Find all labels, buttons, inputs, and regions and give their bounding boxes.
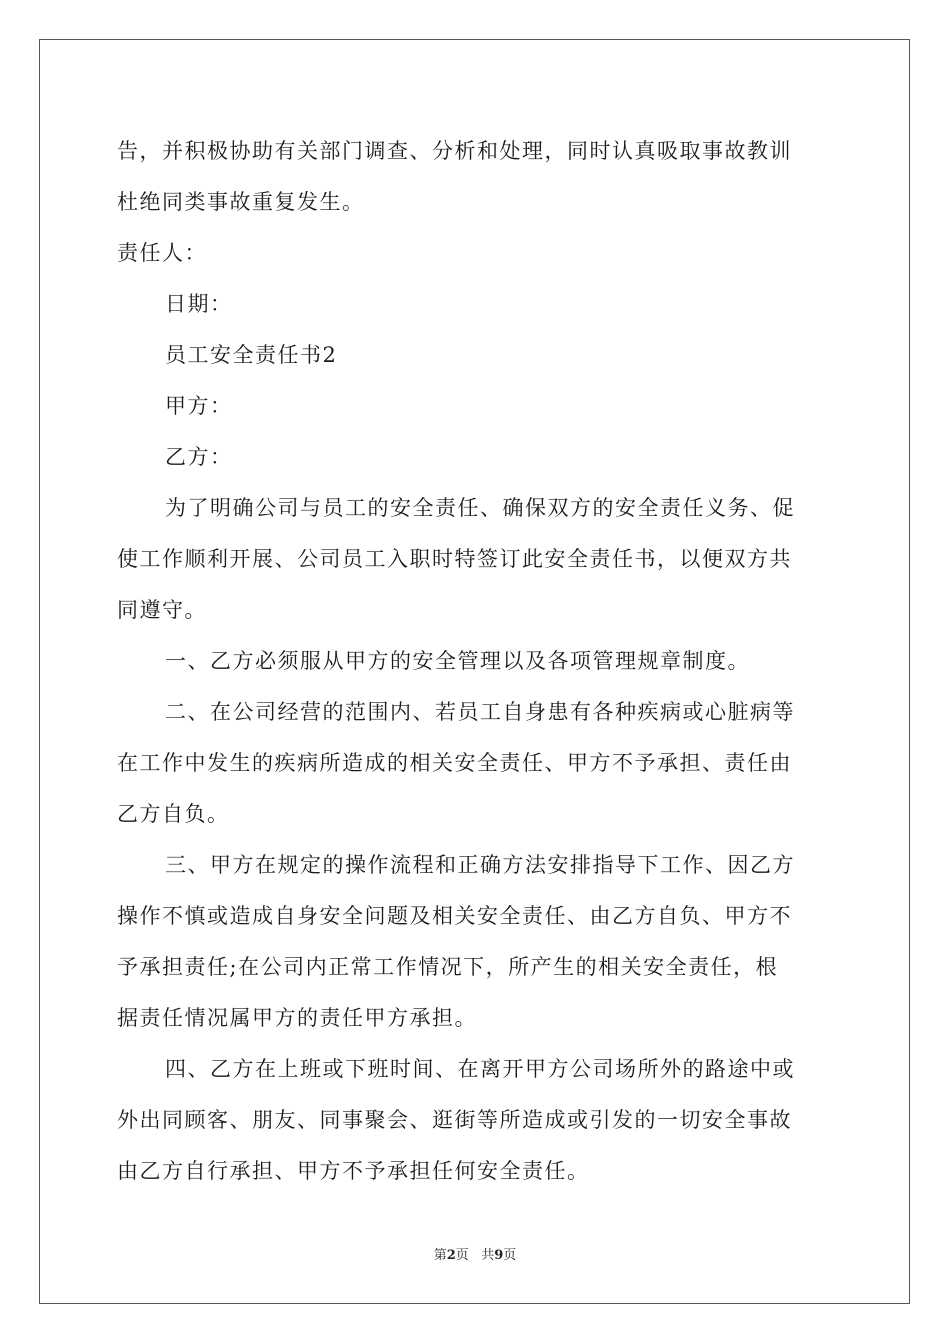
document-body xyxy=(117,126,835,1197)
page-prefix: 第 xyxy=(433,1248,447,1263)
clause-1: 一、乙方必须服从甲方的安全管理以及各项管理规章制度。 xyxy=(165,649,750,673)
page-footer xyxy=(0,1244,950,1263)
clause-4: 四、乙方在上班或下班时间、在离开甲方公司场所外的路途中或 xyxy=(165,1057,795,1081)
body-line: 在工作中发生的疾病所造成的相关安全责任、甲方不予承担、责任由 xyxy=(117,751,792,775)
party-a-label: 甲方： xyxy=(165,394,233,418)
body-line: 操作不慎或造成自身安全问题及相关安全责任、由乙方自负、甲方不 xyxy=(117,904,792,928)
responsible-person-label: 责任人： xyxy=(117,241,207,265)
page-suffix: 页 xyxy=(455,1248,469,1263)
total-pages: 9 xyxy=(494,1248,504,1263)
body-line: 为了明确公司与员工的安全责任、确保双方的安全责任义务、促 xyxy=(165,496,795,520)
clause-3: 三、甲方在规定的操作流程和正确方法安排指导下工作、因乙方 xyxy=(165,853,795,877)
body-line: 予承担责任;在公司内正常工作情况下，所产生的相关安全责任，根 xyxy=(117,955,779,979)
body-line: 外出同顾客、朋友、同事聚会、逛街等所造成或引发的一切安全事故 xyxy=(117,1108,792,1132)
body-line: 由乙方自行承担、甲方不予承担任何安全责任。 xyxy=(117,1159,590,1183)
body-line: 据责任情况属甲方的责任甲方承担。 xyxy=(117,1006,477,1030)
body-line: 同遵守。 xyxy=(117,598,207,622)
total-prefix: 共 xyxy=(481,1248,495,1263)
total-suffix: 页 xyxy=(503,1248,517,1263)
body-line: 使工作顺利开展、公司员工入职时特签订此安全责任书，以便双方共 xyxy=(117,547,792,571)
party-b-label: 乙方： xyxy=(165,445,233,469)
date-label: 日期： xyxy=(165,292,233,316)
page-number: 2 xyxy=(446,1248,456,1263)
section-title: 员工安全责任书2 xyxy=(165,343,338,367)
body-line: 告，并积极协助有关部门调查、分析和处理，同时认真吸取事故教训 xyxy=(117,139,792,163)
body-line: 杜绝同类事故重复发生。 xyxy=(117,190,365,214)
body-line: 乙方自负。 xyxy=(117,802,230,826)
clause-2: 二、在公司经营的范围内、若员工自身患有各种疾病或心脏病等 xyxy=(165,700,795,724)
